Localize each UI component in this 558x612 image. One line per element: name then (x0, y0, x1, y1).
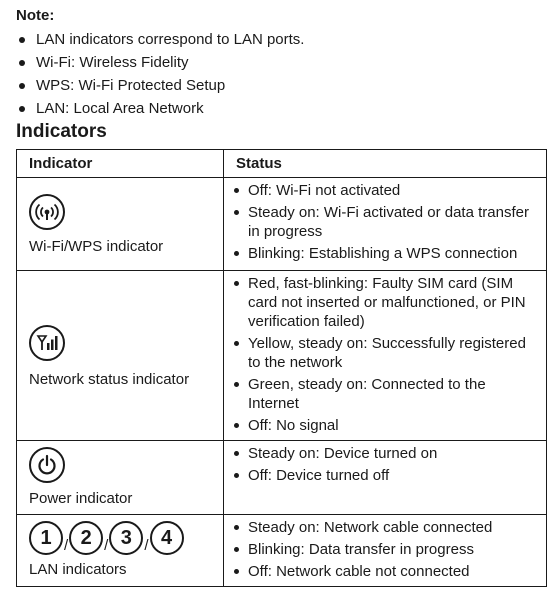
lan-port-3-icon: 3 (109, 521, 143, 555)
lan-ports-icon (29, 521, 223, 555)
status-item: Yellow, steady on: Successfully registered to the network (234, 334, 540, 372)
indicator-cell (17, 178, 224, 271)
lan-port-2-icon: 2 (69, 521, 103, 555)
section-title: Indicators (16, 121, 107, 142)
indicator-name: Wi-Fi/WPS indicator (29, 238, 164, 255)
table-header-row (17, 150, 547, 178)
status-item: Red, fast-blinking: Faulty SIM card (SIM card not inserted or malfunctioned, or PIN verification failed) (234, 274, 540, 331)
header-indicator: Indicator (17, 150, 224, 178)
table-row (17, 178, 547, 271)
lan-separator: / (104, 537, 109, 554)
status-item: Steady on: Network cable connected (234, 518, 540, 537)
header-status: Status (224, 150, 547, 178)
note-item: LAN indicators correspond to LAN ports. (16, 28, 304, 51)
signal-icon (29, 325, 65, 361)
lan-port-4-icon: 4 (150, 521, 184, 555)
status-item: Off: Wi-Fi not activated (234, 181, 540, 200)
status-cell (224, 441, 547, 515)
note-item: Wi-Fi: Wireless Fidelity (16, 51, 304, 74)
status-cell (224, 178, 547, 271)
status-cell (224, 271, 547, 441)
status-item: Blinking: Data transfer in progress (234, 540, 540, 559)
status-item: Steady on: Device turned on (234, 444, 540, 463)
table-row (17, 515, 547, 587)
note-list (16, 28, 304, 120)
note-title: Note: (16, 7, 55, 24)
indicator-cell (17, 441, 224, 515)
status-item: Off: Network cable not connected (234, 562, 540, 581)
status-cell (224, 515, 547, 587)
indicators-table (16, 149, 547, 587)
status-item: Off: Device turned off (234, 466, 540, 485)
indicator-name: Network status indicator (29, 371, 190, 388)
status-item: Green, steady on: Connected to the Internet (234, 375, 540, 413)
lan-separator: / (144, 537, 149, 554)
indicator-name: Power indicator (29, 490, 133, 507)
table-row (17, 271, 547, 441)
status-item: Steady on: Wi-Fi activated or data transfer in progress (234, 203, 540, 241)
lan-port-1-icon: 1 (29, 521, 63, 555)
power-icon (29, 447, 65, 483)
indicator-name: LAN indicators (29, 561, 127, 578)
indicator-cell (17, 515, 224, 587)
table-row (17, 441, 547, 515)
lan-separator: / (64, 537, 69, 554)
indicator-cell (17, 271, 224, 441)
status-item: Off: No signal (234, 416, 540, 435)
wifi-wps-icon (29, 194, 65, 230)
note-item: WPS: Wi-Fi Protected Setup (16, 74, 304, 97)
status-item: Blinking: Establishing a WPS connection (234, 244, 540, 263)
note-item: LAN: Local Area Network (16, 97, 304, 120)
